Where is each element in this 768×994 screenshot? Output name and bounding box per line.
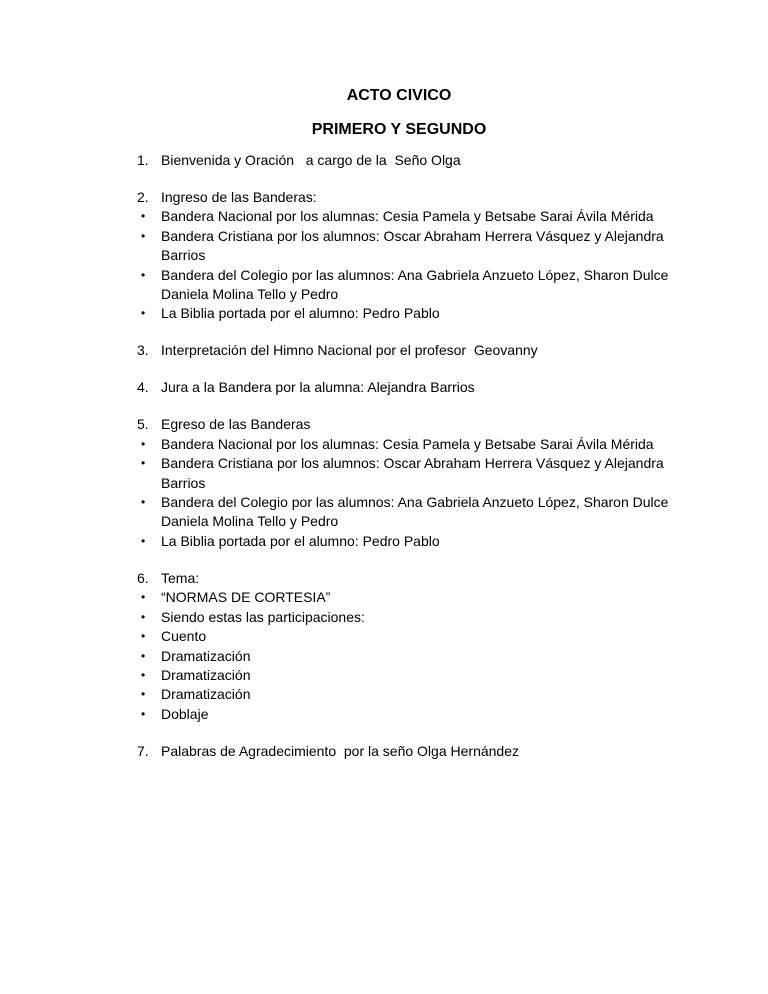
bullet-text: Bandera Cristiana por los alumnos: Oscar Abraham Herrera Vásquez y Alejandra Barrios xyxy=(161,227,664,264)
bullet-item xyxy=(137,705,697,724)
bullet-icon: • xyxy=(141,209,146,224)
item-text: Egreso de las Banderas xyxy=(161,416,311,433)
bullet-text: Siendo estas las participaciones: xyxy=(161,608,365,625)
bullet-text: Bandera del Colegio por las alumnos: Ana Gabriela Anzueto López, Sharon Dulce Daniela Molina Tello y Pedro xyxy=(161,494,669,530)
bullet-item xyxy=(137,588,697,607)
list-item xyxy=(137,188,697,207)
bullet-text: Bandera Nacional por los alumnas: Cesia Pamela y Betsabe Sarai Ávila Mérida xyxy=(161,435,654,452)
item-text: Tema: xyxy=(161,569,200,586)
item-number: 6. xyxy=(137,569,149,586)
bullet-item xyxy=(137,304,697,323)
item-number: 1. xyxy=(137,152,149,168)
item-text: Jura a la Bandera por la alumna: Alejandra Barrios xyxy=(161,379,475,396)
bullet-text: Bandera del Colegio por las alumnos: Ana Gabriela Anzueto López, Sharon Dulce Daniela Molina Tello y Pedro xyxy=(161,266,669,303)
bullet-icon: • xyxy=(141,648,146,663)
bullet-item xyxy=(137,647,697,666)
list-item xyxy=(137,341,697,360)
item-number: 2. xyxy=(137,189,149,205)
bullet-item xyxy=(137,608,697,627)
bullet-item xyxy=(137,666,697,685)
bullet-item xyxy=(137,685,697,704)
bullet-text: Doblaje xyxy=(161,705,209,722)
item-text: Bienvenida y Oración a cargo de la Seño Olga xyxy=(161,152,461,168)
bullet-icon: • xyxy=(141,609,146,624)
bullet-text: Bandera Nacional por los alumnas: Cesia Pamela y Betsabe Sarai Ávila Mérida xyxy=(161,208,654,225)
item-text: Interpretación del Himno Nacional por el profesor Geovanny xyxy=(161,342,538,359)
bullet-item xyxy=(137,493,697,532)
bullet-text: “NORMAS DE CORTESIA” xyxy=(161,589,331,606)
bullet-text: Dramatización xyxy=(161,686,251,703)
bullet-text: Cuento xyxy=(161,628,207,645)
item-number: 5. xyxy=(137,416,149,433)
item-number: 7. xyxy=(137,742,149,759)
bullet-text: Dramatización xyxy=(161,666,251,683)
bullet-icon: • xyxy=(141,267,146,282)
bullet-icon: • xyxy=(141,495,146,510)
bullet-icon: • xyxy=(141,629,146,644)
bullet-icon: • xyxy=(141,436,146,451)
bullet-item xyxy=(137,627,697,646)
bullet-text: Dramatización xyxy=(161,647,251,664)
document-title: ACTO CIVICO xyxy=(346,87,452,104)
bullet-item xyxy=(137,266,697,305)
bullet-item xyxy=(137,207,697,226)
bullet-icon: • xyxy=(141,228,146,243)
document-subtitle: PRIMERO Y SEGUNDO xyxy=(311,121,487,138)
list-item xyxy=(137,151,697,170)
bullet-item xyxy=(137,435,697,454)
item-number: 4. xyxy=(137,379,149,396)
bullet-text: La Biblia portada por el alumno: Pedro Pablo xyxy=(161,532,440,549)
bullet-item xyxy=(137,454,697,493)
bullet-icon: • xyxy=(141,687,146,702)
bullet-item xyxy=(137,532,697,551)
list-item xyxy=(137,742,697,761)
list-item xyxy=(137,378,697,397)
bullet-icon: • xyxy=(141,456,146,471)
bullet-icon: • xyxy=(141,306,146,321)
bullet-text: La Biblia portada por el alumno: Pedro Pablo xyxy=(161,305,440,322)
item-number: 3. xyxy=(137,342,149,359)
item-text: Palabras de Agradecimiento por la seño Olga Hernández xyxy=(161,742,519,759)
list-item xyxy=(137,569,697,588)
bullet-icon: • xyxy=(141,706,146,721)
program-list xyxy=(137,151,697,761)
bullet-item xyxy=(137,227,697,266)
item-text: Ingreso de las Banderas: xyxy=(161,189,317,205)
list-item xyxy=(137,415,697,434)
bullet-icon: • xyxy=(141,533,146,548)
bullet-text: Bandera Cristiana por los alumnos: Oscar Abraham Herrera Vásquez y Alejandra Barrios xyxy=(161,455,664,491)
bullet-icon: • xyxy=(141,590,146,605)
bullet-icon: • xyxy=(141,667,146,682)
